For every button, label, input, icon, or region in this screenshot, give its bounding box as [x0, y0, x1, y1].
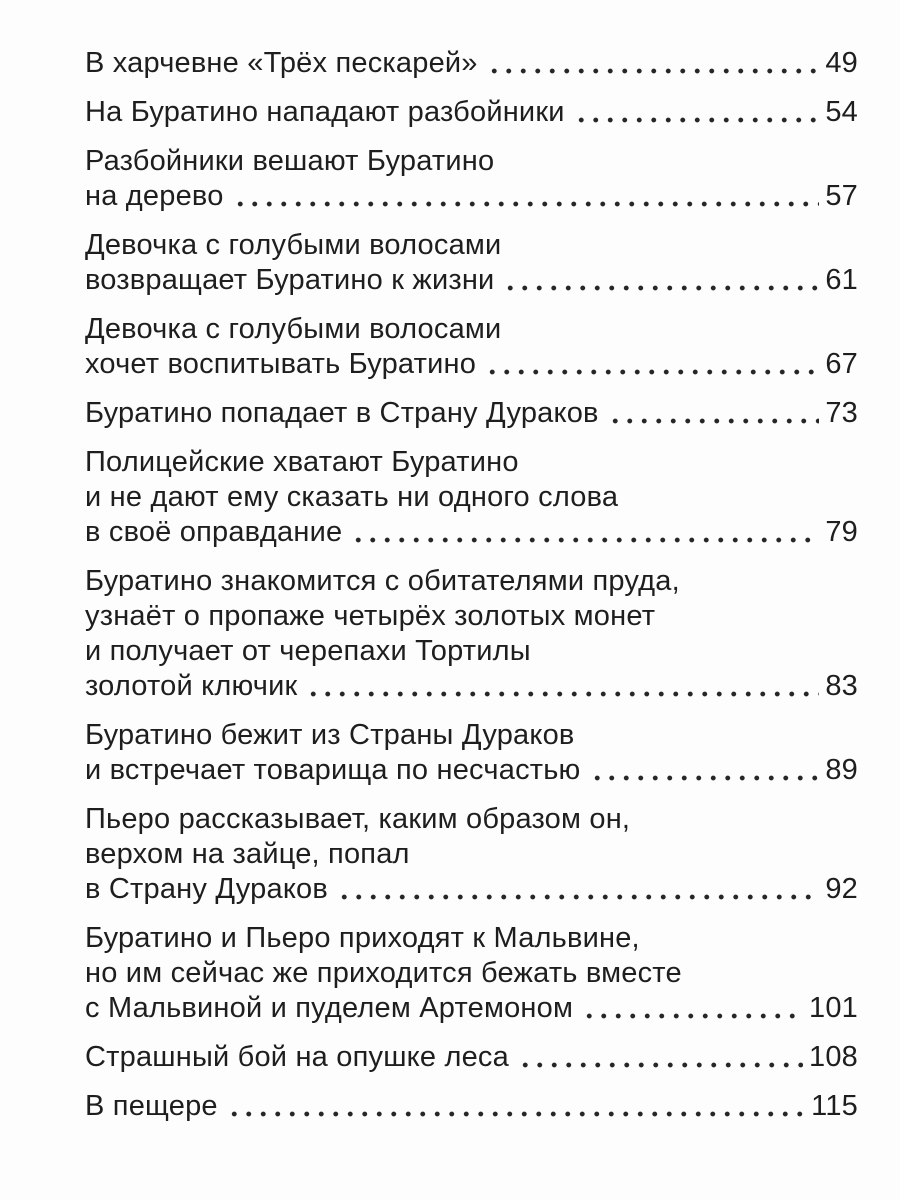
toc-entry-lastline [85, 179, 858, 214]
toc-entry-title: В харчевне «Трёх пескарей» [85, 47, 478, 79]
dot-leader [233, 179, 820, 214]
toc-entry-line: верхом на зайце, попал [85, 838, 410, 870]
dot-leader [608, 396, 820, 431]
page-number: 57 [825, 180, 858, 212]
toc-entry-title: в своё оправдание [85, 516, 343, 548]
page-number: 73 [825, 397, 858, 429]
toc-entry [85, 1089, 858, 1124]
toc-entry-line: Буратино бежит из Страны Дураков [85, 719, 575, 751]
toc-entry [85, 46, 858, 81]
dot-leader [582, 991, 803, 1026]
toc-entry-line: Пьеро рассказывает, каким образом он, [85, 803, 631, 835]
page-number: 61 [825, 264, 858, 296]
toc-entry-line: и не дают ему сказать ни одного слова [85, 481, 619, 513]
toc-entry [85, 144, 858, 214]
toc-entry-line: Девочка с голубыми волосами [85, 313, 502, 345]
toc-entry [85, 1040, 858, 1075]
toc-entry-line: Девочка с голубыми волосами [85, 229, 502, 261]
toc-entry-title: возвращает Буратино к жизни [85, 264, 495, 296]
page-number: 67 [825, 348, 858, 380]
page-number: 92 [825, 873, 858, 905]
toc-entry-lastline [85, 396, 858, 431]
toc-entry-title: В пещере [85, 1090, 218, 1122]
page-number: 83 [825, 670, 858, 702]
toc-entry-title: На Буратино нападают разбойники [85, 96, 565, 128]
toc-entry-lastline [85, 991, 858, 1026]
page-number: 89 [825, 754, 858, 786]
toc-list [85, 46, 858, 1124]
dot-leader [485, 347, 819, 382]
toc-entry-lastline [85, 1089, 858, 1124]
toc-entry-lastline [85, 515, 858, 550]
toc-entry-line: Буратино и Пьеро приходят к Мальвине, [85, 922, 640, 954]
toc-entry-line: но им сейчас же приходится бежать вместе [85, 957, 682, 989]
dot-leader [306, 669, 819, 704]
toc-entry [85, 396, 858, 431]
dot-leader [574, 95, 820, 130]
dot-leader [337, 872, 819, 907]
toc-entry-lastline [85, 872, 858, 907]
toc-entry-lastline [85, 1040, 858, 1075]
toc-entry-lastline [85, 46, 858, 81]
dot-leader [518, 1040, 803, 1075]
toc-entry-title: и встречает товарища по несчастью [85, 754, 581, 786]
toc-entry [85, 718, 858, 788]
toc-entry [85, 802, 858, 907]
toc-entry-lastline [85, 95, 858, 130]
toc-entry-title: Страшный бой на опушке леса [85, 1041, 509, 1073]
toc-entry [85, 445, 858, 550]
page-number: 79 [825, 516, 858, 548]
toc-entry-title: хочет воспитывать Буратино [85, 348, 477, 380]
toc-entry-line: Буратино знакомится с обитателями пруда, [85, 565, 680, 597]
toc-entry-title: на дерево [85, 180, 224, 212]
toc-entry-lastline [85, 753, 858, 788]
toc-entry-title: золотой ключик [85, 670, 298, 702]
toc-entry [85, 564, 858, 704]
toc-entry-title: в Страну Дураков [85, 873, 328, 905]
page-number: 115 [811, 1090, 858, 1122]
toc-entry-line: и получает от черепахи Тортилы [85, 635, 531, 667]
page-number: 49 [825, 47, 858, 79]
toc-entry-lastline [85, 263, 858, 298]
page-number: 101 [809, 992, 858, 1024]
dot-leader [590, 753, 820, 788]
toc-entry-title: с Мальвиной и пуделем Артемоном [85, 992, 574, 1024]
page-number: 54 [825, 96, 858, 128]
toc-entry-line: Разбойники вешают Буратино [85, 145, 495, 177]
toc-entry [85, 921, 858, 1026]
dot-leader [351, 515, 819, 550]
toc-entry [85, 312, 858, 382]
page-number: 108 [809, 1041, 858, 1073]
dot-leader [227, 1089, 805, 1124]
dot-leader [487, 46, 820, 81]
toc-entry-lastline [85, 347, 858, 382]
dot-leader [503, 263, 819, 298]
toc-entry-line: Полицейские хватают Буратино [85, 446, 519, 478]
toc-entry-title: Буратино попадает в Страну Дураков [85, 397, 599, 429]
toc-entry [85, 95, 858, 130]
toc-entry-lastline [85, 669, 858, 704]
toc-entry-line: узнаёт о пропаже четырёх золотых монет [85, 600, 656, 632]
toc-entry [85, 228, 858, 298]
